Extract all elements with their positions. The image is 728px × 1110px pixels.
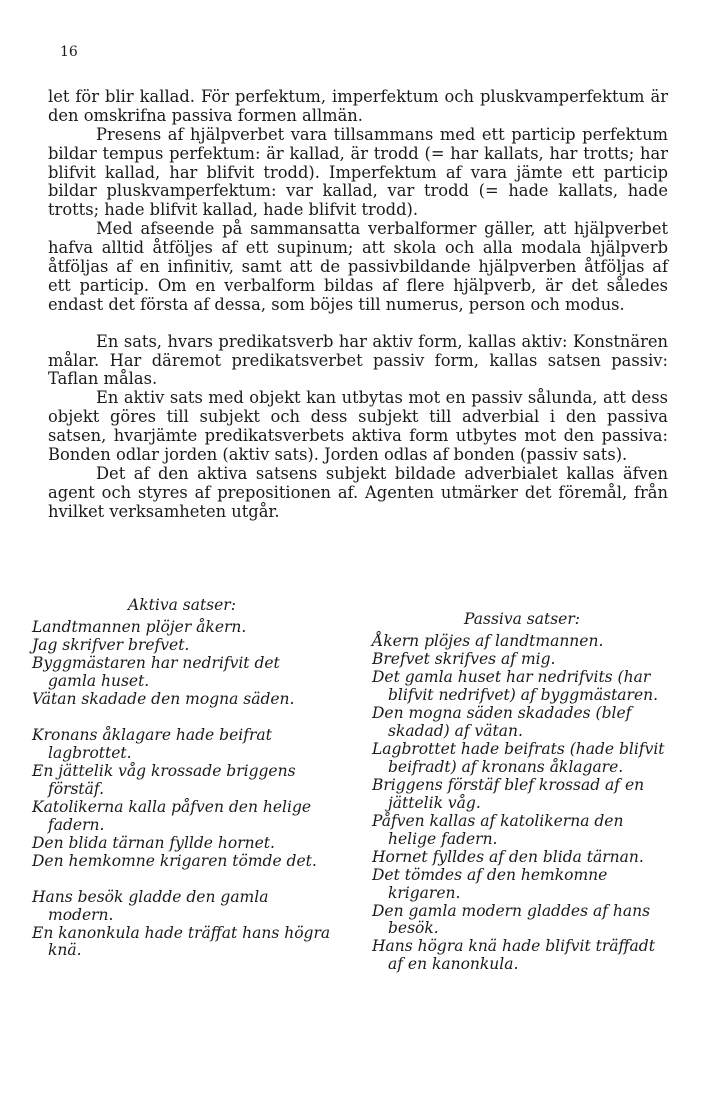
paragraph: Presens af hjälpverbet vara tillsammans med ett particip perfektum bildar tempus perfektum: är kallad, är trodd (= har kallats, har trotts; har blifvit kallad, har blifvit trodd). Imperfektum af vara jämte ett particip bildar pluskvamperfektum: var kallad, var trodd (= hade kallats, hade trotts; hade blifvit kallad, hade blifvit trodd). [48, 124, 668, 220]
list-item: Lagbrottet hade beifrats (hade blifvit beifradt) af kronans åklagare. [372, 739, 665, 776]
list-item: Briggens förstäf blef krossad af en jättelik våg. [372, 775, 645, 812]
list-item: Det tömdes af den hemkomne krigaren. [372, 865, 608, 902]
list-item: Katolikerna kalla påfven den helige fadern. [32, 797, 312, 834]
list-item: Landtmannen plöjer åkern. [32, 617, 247, 636]
list-item: Kronans åklagare hade beifrat lagbrottet. [32, 725, 272, 762]
list-item: En jättelik våg krossade briggens förstäf. [32, 761, 296, 798]
passive-sentence-list [372, 633, 672, 974]
active-sentences-column [32, 597, 332, 974]
list-item: Den blida tärnan fyllde hornet. [32, 833, 275, 852]
active-sentence-list [32, 619, 332, 960]
list-item: Brefvet skrifves af mig. [372, 649, 556, 668]
paragraph: Med afseende på sammansatta verbalformer gäller, att hjälpverbet hafva alltid åtföljes af ett supinum; att skola och alla modala hjälpverb åtföljas af en infinitiv, samt att de passivbildande hjälpverben åtföljas af ett particip. Om en verbalform bildas af flere hjälpverb, är det således endast det första af dessa, som böjes till numerus, person och modus. [48, 219, 668, 314]
list-item: Jag skrifver brefvet. [32, 635, 190, 654]
paragraph: En aktiv sats med objekt kan utbytas mot en passiv sålunda, att dess objekt göres till subjekt och dess subjekt till adverbial i den passiva satsen, hvarjämte predikatsverbets aktiva form utbytes mot den passiva: Bonden odlar jorden (aktiv sats). Jorden odlas af bonden (passiv sats). [48, 388, 668, 465]
body-text [48, 88, 668, 522]
list-item: Hans högra knä hade blifvit träffadt af en kanonkula. [372, 937, 655, 974]
list-item: Påfven kallas af katolikerna den helige fadern. [372, 811, 624, 848]
list-item: Vätan skadade den mogna säden. [32, 689, 295, 708]
paragraph: Det af den aktiva satsens subjekt bildade adverbialet kallas äfven agent och styres af prepositionen af. Agenten utmärker det föremål, från hvilket verksamheten utgår. [48, 463, 668, 521]
list-item: Det gamla huset har nedrifvits (har blifvit nedrifvet) af byggmästaren. [372, 667, 659, 704]
list-item: Den gamla modern gladdes af hans besök. [372, 901, 651, 938]
paragraph: let för blir kallad. För perfektum, imperfektum och pluskvamperfektum är den omskrifna passiva formen allmän. [48, 87, 668, 125]
passive-sentences-column [372, 597, 672, 974]
active-column-header: Aktiva satser: [128, 596, 236, 614]
list-item: Hornet fylldes af den blida tärnan. [372, 847, 644, 866]
list-item: En kanonkula hade träffat hans högra knä. [32, 923, 331, 960]
list-item: Den hemkomne krigaren tömde det. [32, 851, 317, 870]
page-number: 16 [60, 44, 78, 60]
list-item: Åkern plöjes af landtmannen. [372, 631, 604, 650]
list-item: Byggmästaren har nedrifvit det gamla huset. [32, 653, 280, 690]
example-columns [32, 597, 672, 974]
list-item: Hans besök gladde den gamla modern. [32, 887, 269, 924]
list-item: Den mogna säden skadades (blef skadad) af vätan. [372, 703, 632, 740]
paragraph: En sats, hvars predikatsverb har aktiv form, kallas aktiv: Konstnären målar. Har däremot predikatsverbet passiv form, kallas satsen passiv: Taflan målas. [48, 331, 668, 389]
passive-column-header: Passiva satser: [464, 610, 580, 628]
